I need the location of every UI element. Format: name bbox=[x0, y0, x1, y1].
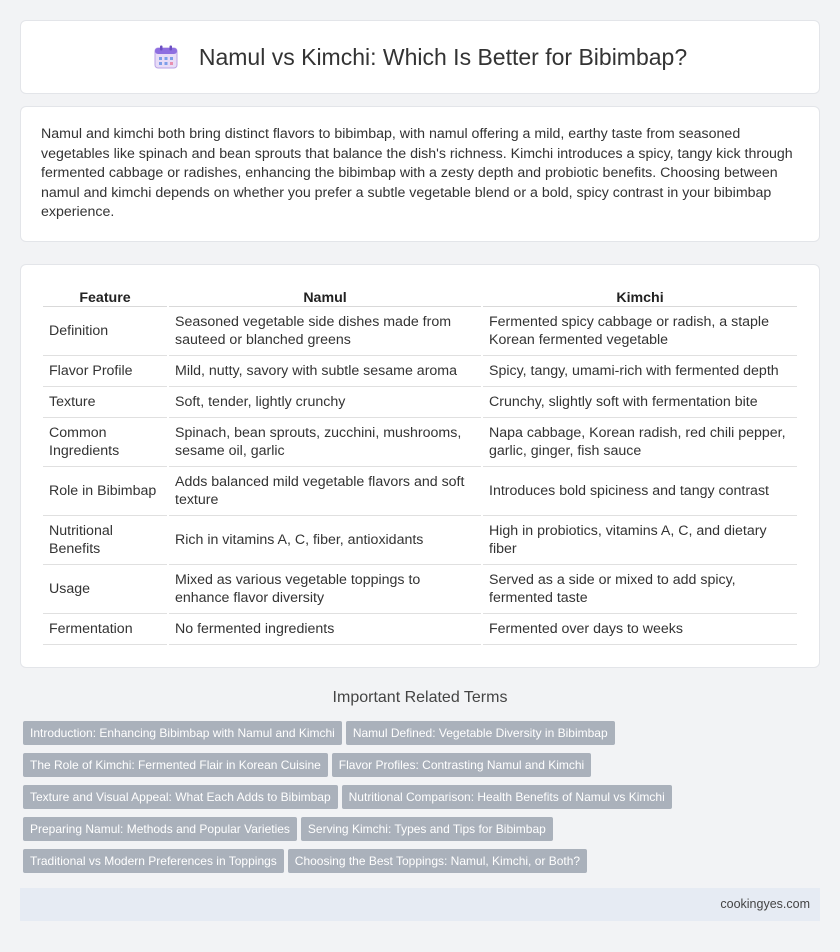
table-cell-kimchi: Fermented spicy cabbage or radish, a staple Korean fermented vegetable bbox=[483, 307, 797, 356]
page-title: Namul vs Kimchi: Which Is Better for Bibimbap? bbox=[198, 43, 688, 70]
table-cell-kimchi: Introduces bold spiciness and tangy contrast bbox=[483, 467, 797, 516]
related-term-tag[interactable]: Traditional vs Modern Preferences in Toppings bbox=[23, 849, 284, 873]
column-header-namul: Namul bbox=[169, 283, 481, 307]
related-term-tag[interactable]: Preparing Namul: Methods and Popular Varieties bbox=[23, 817, 297, 841]
table-cell-namul: Adds balanced mild vegetable flavors and soft texture bbox=[169, 467, 481, 516]
column-header-feature: Feature bbox=[43, 283, 167, 307]
related-term-tag[interactable]: Texture and Visual Appeal: What Each Adds to Bibimbap bbox=[23, 785, 338, 809]
table-row bbox=[43, 356, 797, 387]
table-cell-kimchi: Napa cabbage, Korean radish, red chili pepper, garlic, ginger, fish sauce bbox=[483, 418, 797, 467]
table-cell-namul: Mild, nutty, savory with subtle sesame aroma bbox=[169, 356, 481, 387]
intro-card bbox=[20, 106, 820, 242]
comparison-table bbox=[41, 283, 799, 645]
calendar-icon bbox=[153, 44, 179, 70]
table-cell-kimchi: Served as a side or mixed to add spicy, fermented taste bbox=[483, 565, 797, 614]
related-terms-title: Important Related Terms bbox=[332, 689, 508, 706]
table-cell-kimchi: Crunchy, slightly soft with fermentation bite bbox=[483, 387, 797, 418]
related-term-tag[interactable]: Introduction: Enhancing Bibimbap with Namul and Kimchi bbox=[23, 721, 342, 745]
table-header-row bbox=[43, 283, 797, 307]
table-row bbox=[43, 387, 797, 418]
table-row bbox=[43, 418, 797, 467]
table-cell-feature: Texture bbox=[43, 387, 167, 418]
table-row bbox=[43, 307, 797, 356]
table-cell-kimchi: High in probiotics, vitamins A, C, and dietary fiber bbox=[483, 516, 797, 565]
table-cell-namul: Mixed as various vegetable toppings to enhance flavor diversity bbox=[169, 565, 481, 614]
table-cell-feature: Role in Bibimbap bbox=[43, 467, 167, 516]
table-row bbox=[43, 516, 797, 565]
footer-site-link[interactable]: cookingyes.com bbox=[720, 897, 810, 911]
related-term-tag[interactable]: Namul Defined: Vegetable Diversity in Bibimbap bbox=[346, 721, 615, 745]
table-cell-feature: Usage bbox=[43, 565, 167, 614]
table-row bbox=[43, 614, 797, 645]
table-cell-feature: Common Ingredients bbox=[43, 418, 167, 467]
table-row bbox=[43, 565, 797, 614]
table-cell-feature: Fermentation bbox=[43, 614, 167, 645]
comparison-table-card bbox=[20, 264, 820, 668]
related-terms-list bbox=[23, 721, 823, 881]
table-cell-kimchi: Fermented over days to weeks bbox=[483, 614, 797, 645]
table-cell-feature: Definition bbox=[43, 307, 167, 356]
table-cell-feature: Flavor Profile bbox=[43, 356, 167, 387]
table-row bbox=[43, 467, 797, 516]
table-cell-namul: Soft, tender, lightly crunchy bbox=[169, 387, 481, 418]
related-term-tag[interactable]: Choosing the Best Toppings: Namul, Kimchi, or Both? bbox=[288, 849, 587, 873]
column-header-kimchi: Kimchi bbox=[483, 283, 797, 307]
table-cell-feature: Nutritional Benefits bbox=[43, 516, 167, 565]
table-cell-namul: Spinach, bean sprouts, zucchini, mushrooms, sesame oil, garlic bbox=[169, 418, 481, 467]
table-cell-namul: Seasoned vegetable side dishes made from sauteed or blanched greens bbox=[169, 307, 481, 356]
footer bbox=[20, 888, 820, 921]
related-term-tag[interactable]: Serving Kimchi: Types and Tips for Bibimbap bbox=[301, 817, 553, 841]
related-term-tag[interactable]: Flavor Profiles: Contrasting Namul and Kimchi bbox=[332, 753, 591, 777]
related-term-tag[interactable]: The Role of Kimchi: Fermented Flair in Korean Cuisine bbox=[23, 753, 328, 777]
table-cell-kimchi: Spicy, tangy, umami-rich with fermented depth bbox=[483, 356, 797, 387]
related-term-tag[interactable]: Nutritional Comparison: Health Benefits of Namul vs Kimchi bbox=[342, 785, 672, 809]
table-cell-namul: Rich in vitamins A, C, fiber, antioxidants bbox=[169, 516, 481, 565]
table-cell-namul: No fermented ingredients bbox=[169, 614, 481, 645]
intro-text: Namul and kimchi both bring distinct flavors to bibimbap, with namul offering a mild, earthy taste from seasoned vegetables like spinach and bean sprouts that balance the dish's richness. Kimchi introduces a spicy, tangy kick through fermented cabbage or radishes, enhancing the bibimbap with a zesty depth and probiotic benefits. Choosing between namul and kimchi depends on whether you prefer a subtle vegetable blend or a bold, spicy contrast in your bibimbap experience. bbox=[41, 126, 793, 220]
header-card bbox=[20, 20, 820, 94]
